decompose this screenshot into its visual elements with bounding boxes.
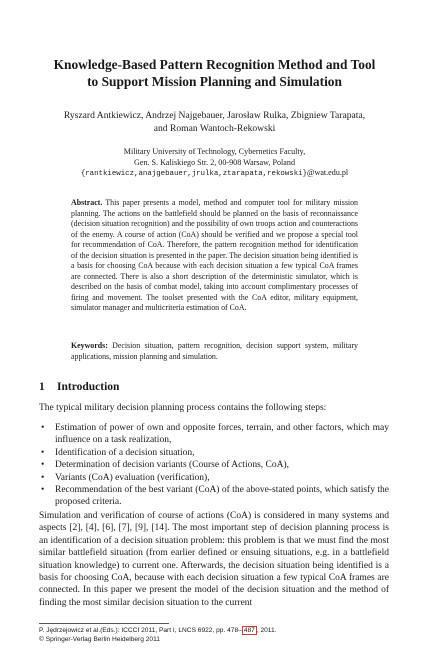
section-number: 1 xyxy=(39,381,45,393)
keywords-text: Decision situation, pattern recognition, decision support system, military applications, mission planning and simulation. xyxy=(71,341,358,361)
abstract xyxy=(71,198,358,314)
list-item xyxy=(39,484,389,509)
footer-copyright: © Springer-Verlag Berlin Heidelberg 2011 xyxy=(39,635,160,643)
footer-citation xyxy=(39,627,399,636)
intro-paragraph-1: The typical military decision planning process contains the following steps: xyxy=(39,403,327,413)
list-item-text: Recommendation of the best variant (CoA) of the above-stated points, which satisfy the proposed criteria. xyxy=(55,485,389,508)
bullet-icon: • xyxy=(41,447,45,458)
page-link[interactable]: 487 xyxy=(243,627,255,634)
bullet-icon: • xyxy=(41,423,45,433)
title-line-1: Knowledge-Based Pattern Recognition Method and Tool xyxy=(53,57,376,72)
footer-citation-text: P. Jędrzejowicz et al.(Eds.): ICCCI 2011, Part I, LNCS 6922, pp. 478– xyxy=(39,627,242,634)
keywords xyxy=(71,341,358,362)
footer-divider xyxy=(39,623,169,624)
bullet-icon: • xyxy=(41,485,45,496)
title-line-2: to Support Mission Planning and Simulation xyxy=(87,74,342,89)
list-item xyxy=(39,447,389,459)
authors-line-1: Ryszard Antkiewicz, Andrzej Najgebauer, Jarosław Rulka, Zbigniew Tarapata, xyxy=(63,110,366,121)
section-heading xyxy=(39,381,119,393)
affiliation xyxy=(40,147,389,180)
author-list xyxy=(50,110,379,135)
intro-paragraph-2: Simulation and verification of course of actions (CoA) is considered in many systems and aspects [2], [4], [6], [7], [9], [14]. The most important step of decision planning process is an identification of a decision situation problem: this problem is that we must find the most similar battlefield situation (from earlier defined or ensuing situations, e.g. in a battlefield situation knowledge) to current one. Afterwards, the decision situation being identified is a basis for choosing CoA, because with each decision situation a few typical CoA frames are connected. In this paper we present the model of the decision situation and the method of finding the most similar decision situation to the current xyxy=(39,511,389,608)
bullet-icon: • xyxy=(41,460,45,471)
list-item-text: Estimation of power of own and opposite forces, terrain, and other factors, which may influence on a task realization, xyxy=(55,423,389,446)
list-item xyxy=(39,459,389,471)
footer-citation-end: , 2011. xyxy=(256,627,277,634)
list-item-text: Identification of a decision situation, xyxy=(55,447,195,458)
citation-footer xyxy=(39,627,399,644)
authors-line-2: and Roman Wantoch-Rekowski xyxy=(153,122,276,134)
email-usernames: {rantkiewicz,anajgebauer,jrulka,ztarapata,rekowski} xyxy=(80,170,308,179)
bullet-icon: • xyxy=(41,472,45,483)
email-domain: @wat.edu.pl xyxy=(307,168,349,178)
abstract-label: Abstract. xyxy=(71,198,103,207)
steps-list xyxy=(39,422,389,509)
list-item xyxy=(39,472,389,484)
paper-title xyxy=(30,56,399,90)
abstract-text: This paper presents a model, method and computer tool for military mission planning. The actions on the battlefield should be planned on the basis of reconnaissance (decision situation recognition) and the possibility of own troops action and counteractions of the enemy. A course of action (CoA) should be verified and we propose a special tool for recommendation of CoA. Therefore, the pattern recognition method for identification of the decision situation is presented in the paper. The decision situation being identified is a basis for choosing CoA because with each decision situation a few typical CoA frames are connected. There is also a short description of the deterministic simulator, which is described on the basis of combat model, taking into account complimentary processes of firing and movement. The toolset presented with the CoA editor, military equipment, simulator manager and multicriteria estimation of CoA. xyxy=(71,198,358,313)
author-emails xyxy=(40,168,389,180)
affiliation-line-2: Gen. S. Kaliskiego Str. 2, 00-908 Warsaw, Poland xyxy=(134,157,295,167)
list-item xyxy=(39,422,389,447)
keywords-label: Keywords: xyxy=(71,341,108,350)
affiliation-line-1: Military University of Technology, Cybernetics Faculty, xyxy=(123,147,306,156)
list-item-text: Variants (CoA) evaluation (verification), xyxy=(55,472,210,483)
section-title: Introduction xyxy=(57,381,120,393)
list-item-text: Determination of decision variants (Course of Actions, CoA), xyxy=(55,460,290,471)
